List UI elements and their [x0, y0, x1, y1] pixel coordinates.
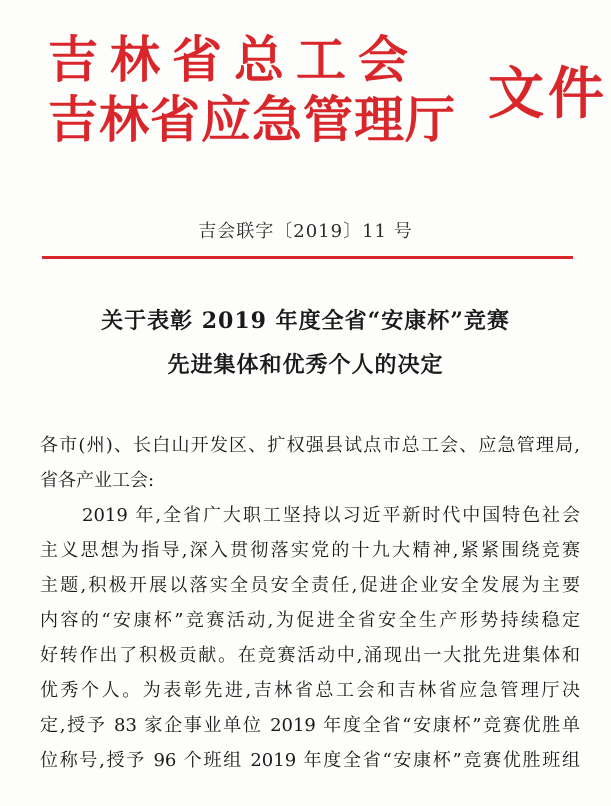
document-type-label: 文件: [488, 62, 608, 127]
red-header: [48, 26, 608, 156]
body-line: 主义思想为指导,深入贯彻落实党的十九大精神,紧紧围绕竞赛: [40, 540, 580, 561]
red-divider-line: [42, 256, 573, 259]
body-line: 位称号,授予 96 个班组 2019 年度全省“安康杯”竞赛优胜班组: [40, 750, 580, 771]
document-number: 吉会联字〔2019〕11 号: [198, 221, 413, 242]
body-line: 内容的“安康杯”竞赛活动,为促进全省安全生产形势持续稳定: [40, 610, 580, 631]
document-body: [40, 428, 580, 778]
body-line: 优秀个人。为表彰先进,吉林省总工会和吉林省应急管理厅决: [40, 680, 580, 701]
document-title-line-1: 关于表彰 2019 年度全省“安康杯”竞赛: [101, 308, 510, 334]
body-line: 各市(州)、长白山开发区、扩权强县试点市总工会、应急管理局,: [40, 435, 580, 456]
issuer-name-2: 吉林省应急管理厅: [48, 91, 456, 149]
body-line: 主题,积极开展以落实全员安全责任,促进企业安全发展为主要: [40, 575, 580, 596]
body-line: 2019 年,全省广大职工坚持以习近平新时代中国特色社会: [82, 505, 580, 526]
body-line: 省各产业工会:: [40, 470, 155, 491]
document-title-line-2: 先进集体和优秀个人的决定: [167, 352, 444, 378]
issuer-name-1: 吉林省总工会: [48, 31, 420, 89]
body-line: 定,授予 83 家企事业单位 2019 年度全省“安康杯”竞赛优胜单: [40, 715, 580, 736]
body-line: 好转作出了积极贡献。在竞赛活动中,涌现出一大批先进集体和: [40, 645, 580, 666]
